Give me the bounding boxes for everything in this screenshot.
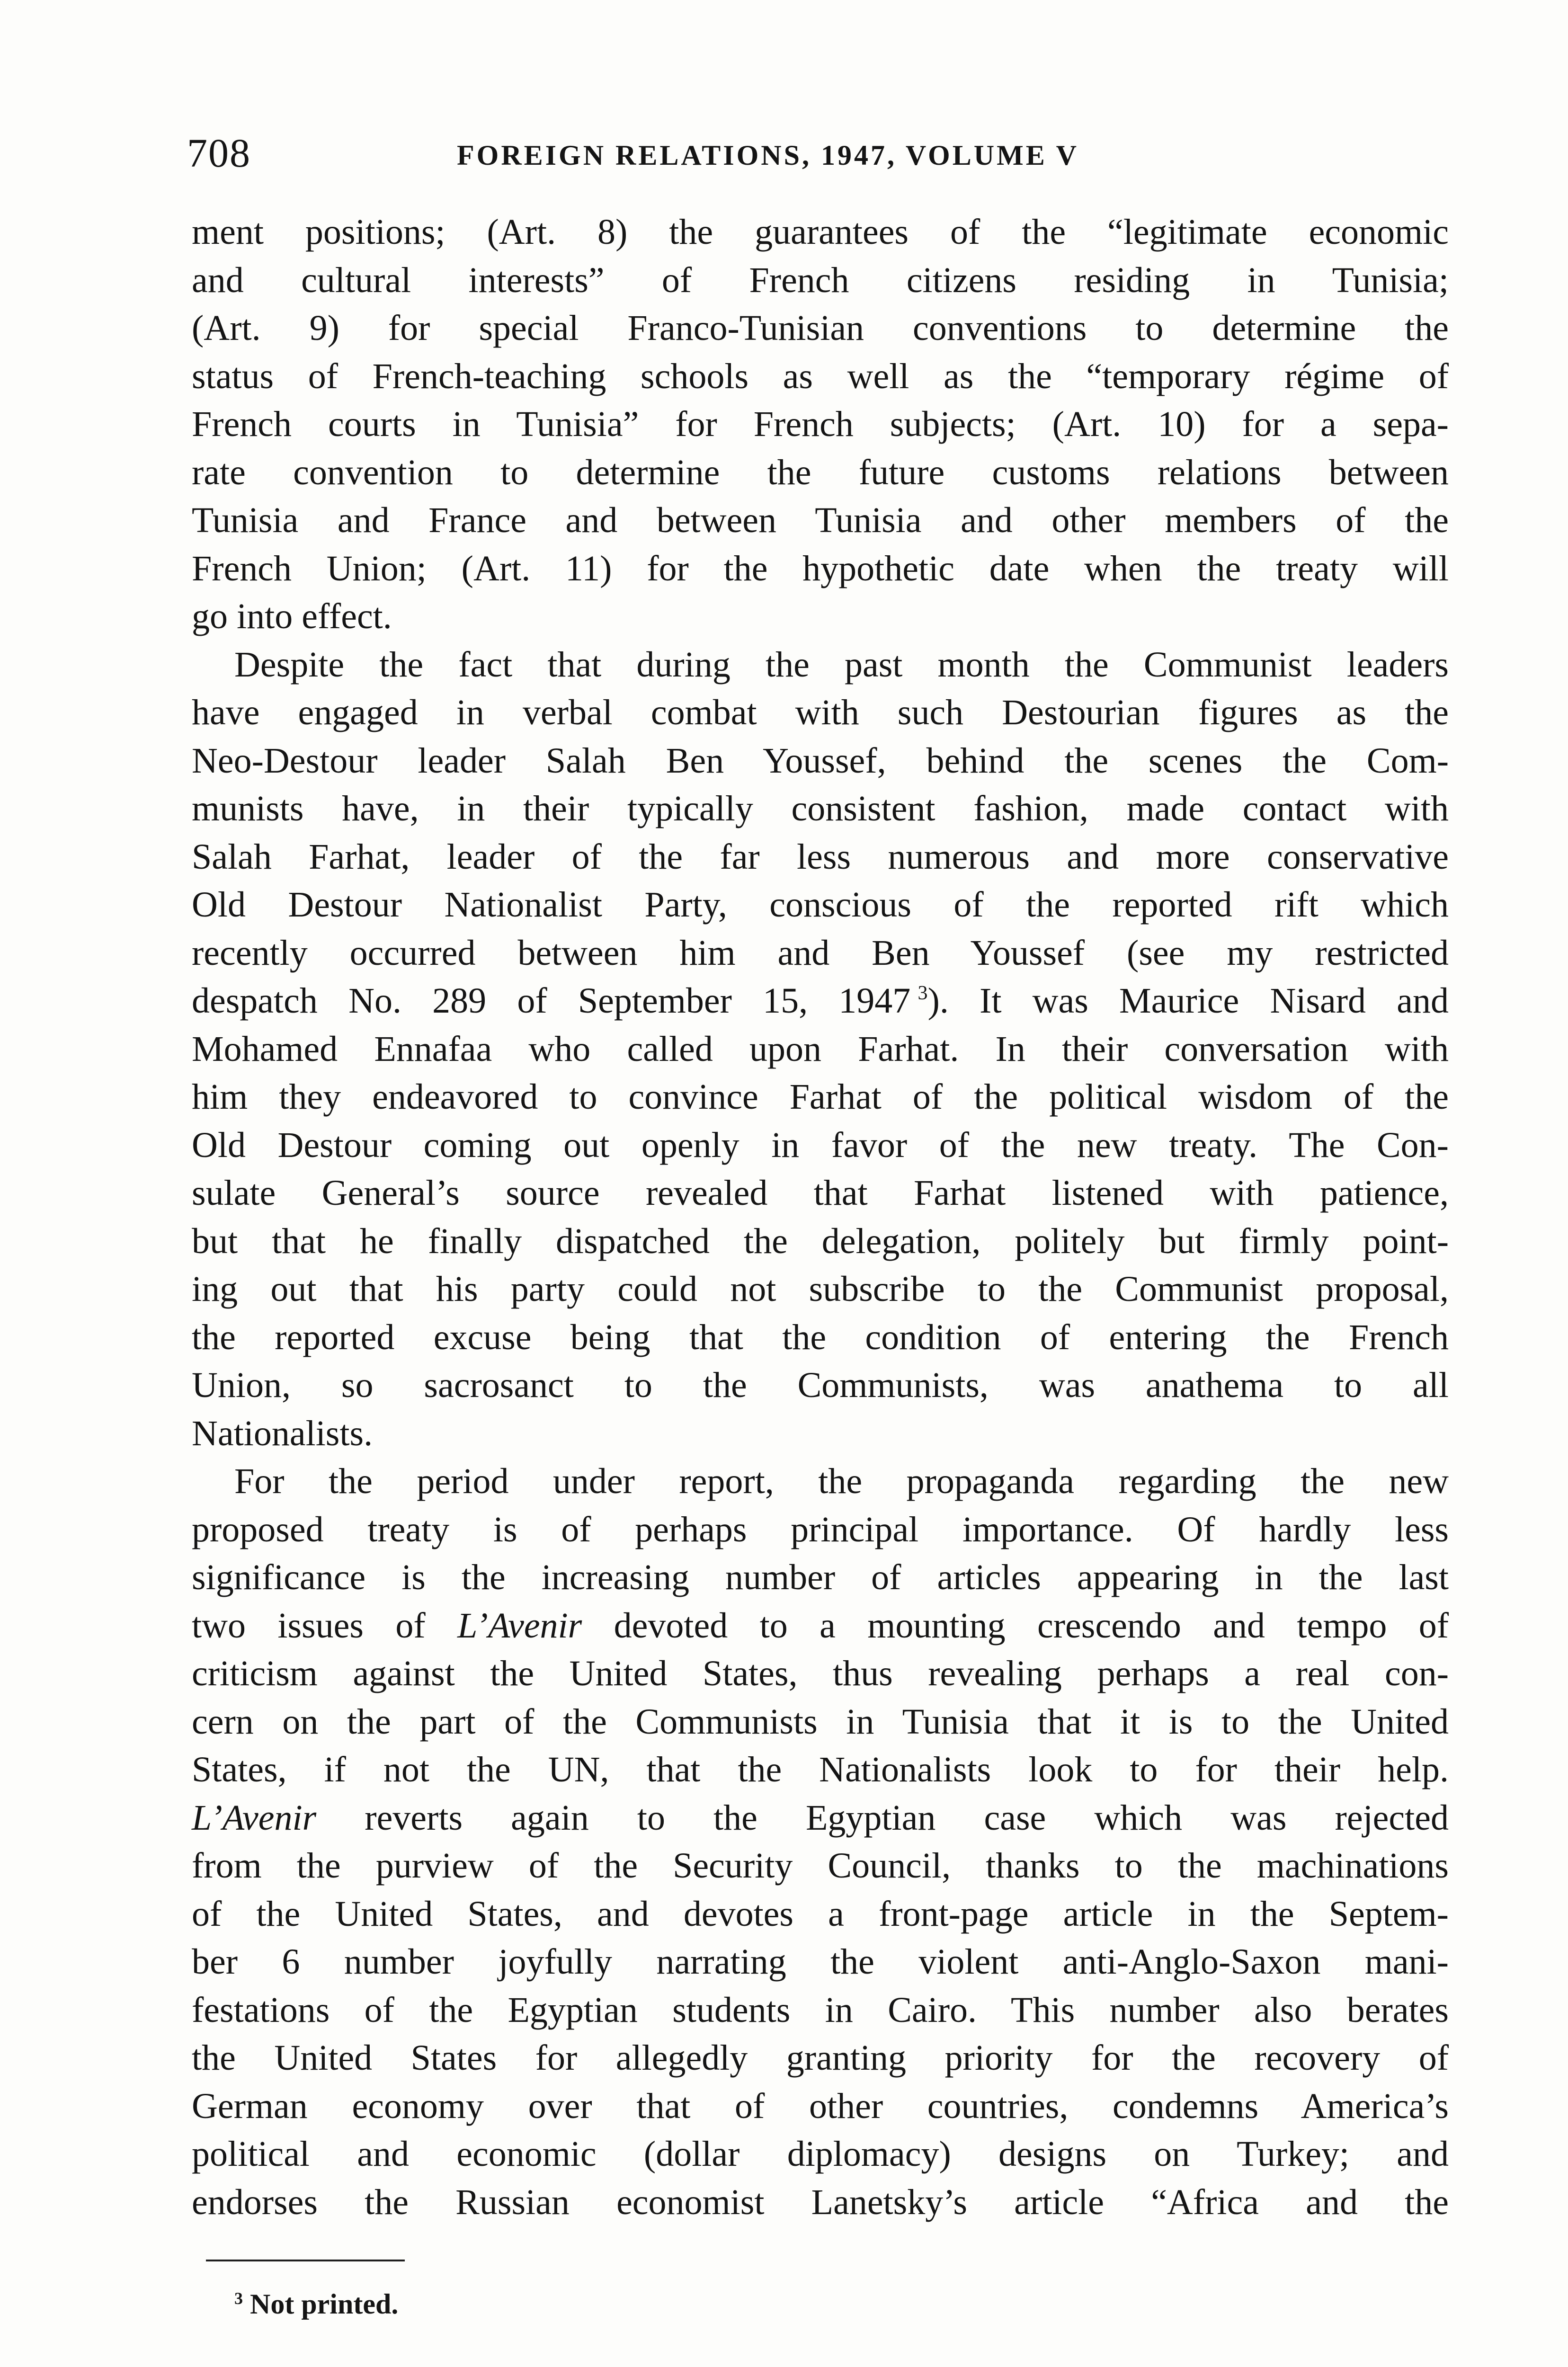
paragraph-3	[192, 1458, 1449, 2226]
text-line: French Union; (Art. 11) for the hypothetic date when the treaty will	[192, 548, 1449, 588]
text-line: ber 6 number joyfully narrating the violent anti-Anglo-Saxon mani-	[192, 1942, 1449, 1982]
line-segment: devoted to a mounting crescendo and tempo of	[614, 1605, 1449, 1646]
text-line-with-title	[192, 1794, 1449, 1842]
line-segment: reverts again to the Egyptian case which was rejected	[365, 1797, 1449, 1838]
text-line: Union, so sacrosanct to the Communists, was anathema to all	[192, 1365, 1449, 1405]
text-line: cern on the part of the Communists in Tunisia that it is to the United	[192, 1701, 1449, 1742]
text-line: from the purview of the Security Council, thanks to the machinations	[192, 1846, 1449, 1886]
text-line: (Art. 9) for special Franco-Tunisian conventions to determine the	[192, 308, 1449, 348]
paragraph-1	[192, 208, 1449, 641]
text-line: but that he finally dispatched the delegation, politely but firmly point-	[192, 1221, 1449, 1261]
text-line: Old Destour coming out openly in favor of the new treaty. The Con-	[192, 1125, 1449, 1165]
text-line: and cultural interests” of French citizens residing in Tunisia;	[192, 260, 1449, 300]
footnote-text: Not printed.	[250, 2288, 399, 2320]
text-line: Tunisia and France and between Tunisia and other members of the	[192, 500, 1449, 540]
text-line: political and economic (dollar diplomacy) designs on Turkey; and	[192, 2134, 1449, 2174]
newspaper-title: L’Avenir	[457, 1605, 582, 1646]
newspaper-title: L’Avenir	[192, 1797, 317, 1838]
page-number: 708	[187, 130, 251, 176]
line-segment: ). It was Maurice Nisard and	[927, 981, 1449, 1021]
text-line: recently occurred between him and Ben Youssef (see my restricted	[192, 933, 1449, 973]
footnote	[234, 2272, 398, 2330]
text-line: Despite the fact that during the past month the Communist leaders	[234, 644, 1449, 685]
text-line: the United States for allegedly granting priority for the recovery of	[192, 2038, 1449, 2078]
text-line: festations of the Egyptian students in Cairo. This number also berates	[192, 1990, 1449, 2030]
footnote-divider	[206, 2260, 405, 2261]
running-title: FOREIGN RELATIONS, 1947, VOLUME V	[457, 140, 1079, 171]
text-line: criticism against the United States, thus revealing perhaps a real con-	[192, 1654, 1449, 1693]
body-text	[192, 208, 1449, 2226]
text-line: ing out that his party could not subscribe to the Communist proposal,	[192, 1269, 1449, 1309]
text-line: German economy over that of other countries, condemns America’s	[192, 2086, 1449, 2126]
text-line-with-footnote-ref	[192, 977, 1449, 1025]
text-line: French courts in Tunisia” for French subjects; (Art. 10) for a sepa-	[192, 404, 1449, 444]
text-line: Mohamed Ennafaa who called upon Farhat. In their conversation with	[192, 1029, 1449, 1069]
text-line: Neo-Destour leader Salah Ben Youssef, behind the scenes the Com-	[192, 740, 1449, 781]
text-line: munists have, in their typically consistent fashion, made contact with	[192, 789, 1449, 828]
footnote-reference: 3	[918, 982, 928, 1004]
text-line: sulate General’s source revealed that Farhat listened with patience,	[192, 1173, 1449, 1213]
line-segment: two issues of	[192, 1605, 426, 1646]
text-line: Nationalists.	[192, 1413, 373, 1453]
text-line: Salah Farhat, leader of the far less numerous and more conservative	[192, 836, 1449, 877]
text-line: status of French-teaching schools as well as the “temporary régime of	[192, 356, 1449, 396]
running-head	[187, 127, 1446, 179]
text-line-with-title	[192, 1602, 1449, 1650]
text-line: him they endeavored to convince Farhat of the political wisdom of the	[192, 1077, 1449, 1117]
text-line: of the United States, and devotes a front-page article in the Septem-	[192, 1894, 1449, 1934]
line-segment: despatch No. 289 of September 15, 1947	[192, 981, 911, 1021]
text-line: have engaged in verbal combat with such Destourian figures as the	[192, 693, 1449, 732]
text-line: proposed treaty is of perhaps principal importance. Of hardly less	[192, 1509, 1449, 1549]
text-line: Old Destour Nationalist Party, conscious of the reported rift which	[192, 885, 1449, 925]
footnote-marker: 3	[234, 2289, 243, 2308]
text-line: rate convention to determine the future customs relations between	[192, 452, 1449, 492]
text-line: ment positions; (Art. 8) the guarantees of the “legitimate economic	[192, 212, 1449, 252]
text-line: endorses the Russian economist Lanetsky’s article “Africa and the	[192, 2182, 1449, 2222]
text-line: the reported excuse being that the condition of entering the French	[192, 1317, 1449, 1357]
text-line: For the period under report, the propaganda regarding the new	[234, 1461, 1449, 1501]
text-line: go into effect.	[192, 596, 392, 636]
paragraph-2	[192, 641, 1449, 1458]
text-line: States, if not the UN, that the Nationalists look to for their help.	[192, 1750, 1449, 1789]
text-line: significance is the increasing number of articles appearing in the last	[192, 1557, 1449, 1597]
